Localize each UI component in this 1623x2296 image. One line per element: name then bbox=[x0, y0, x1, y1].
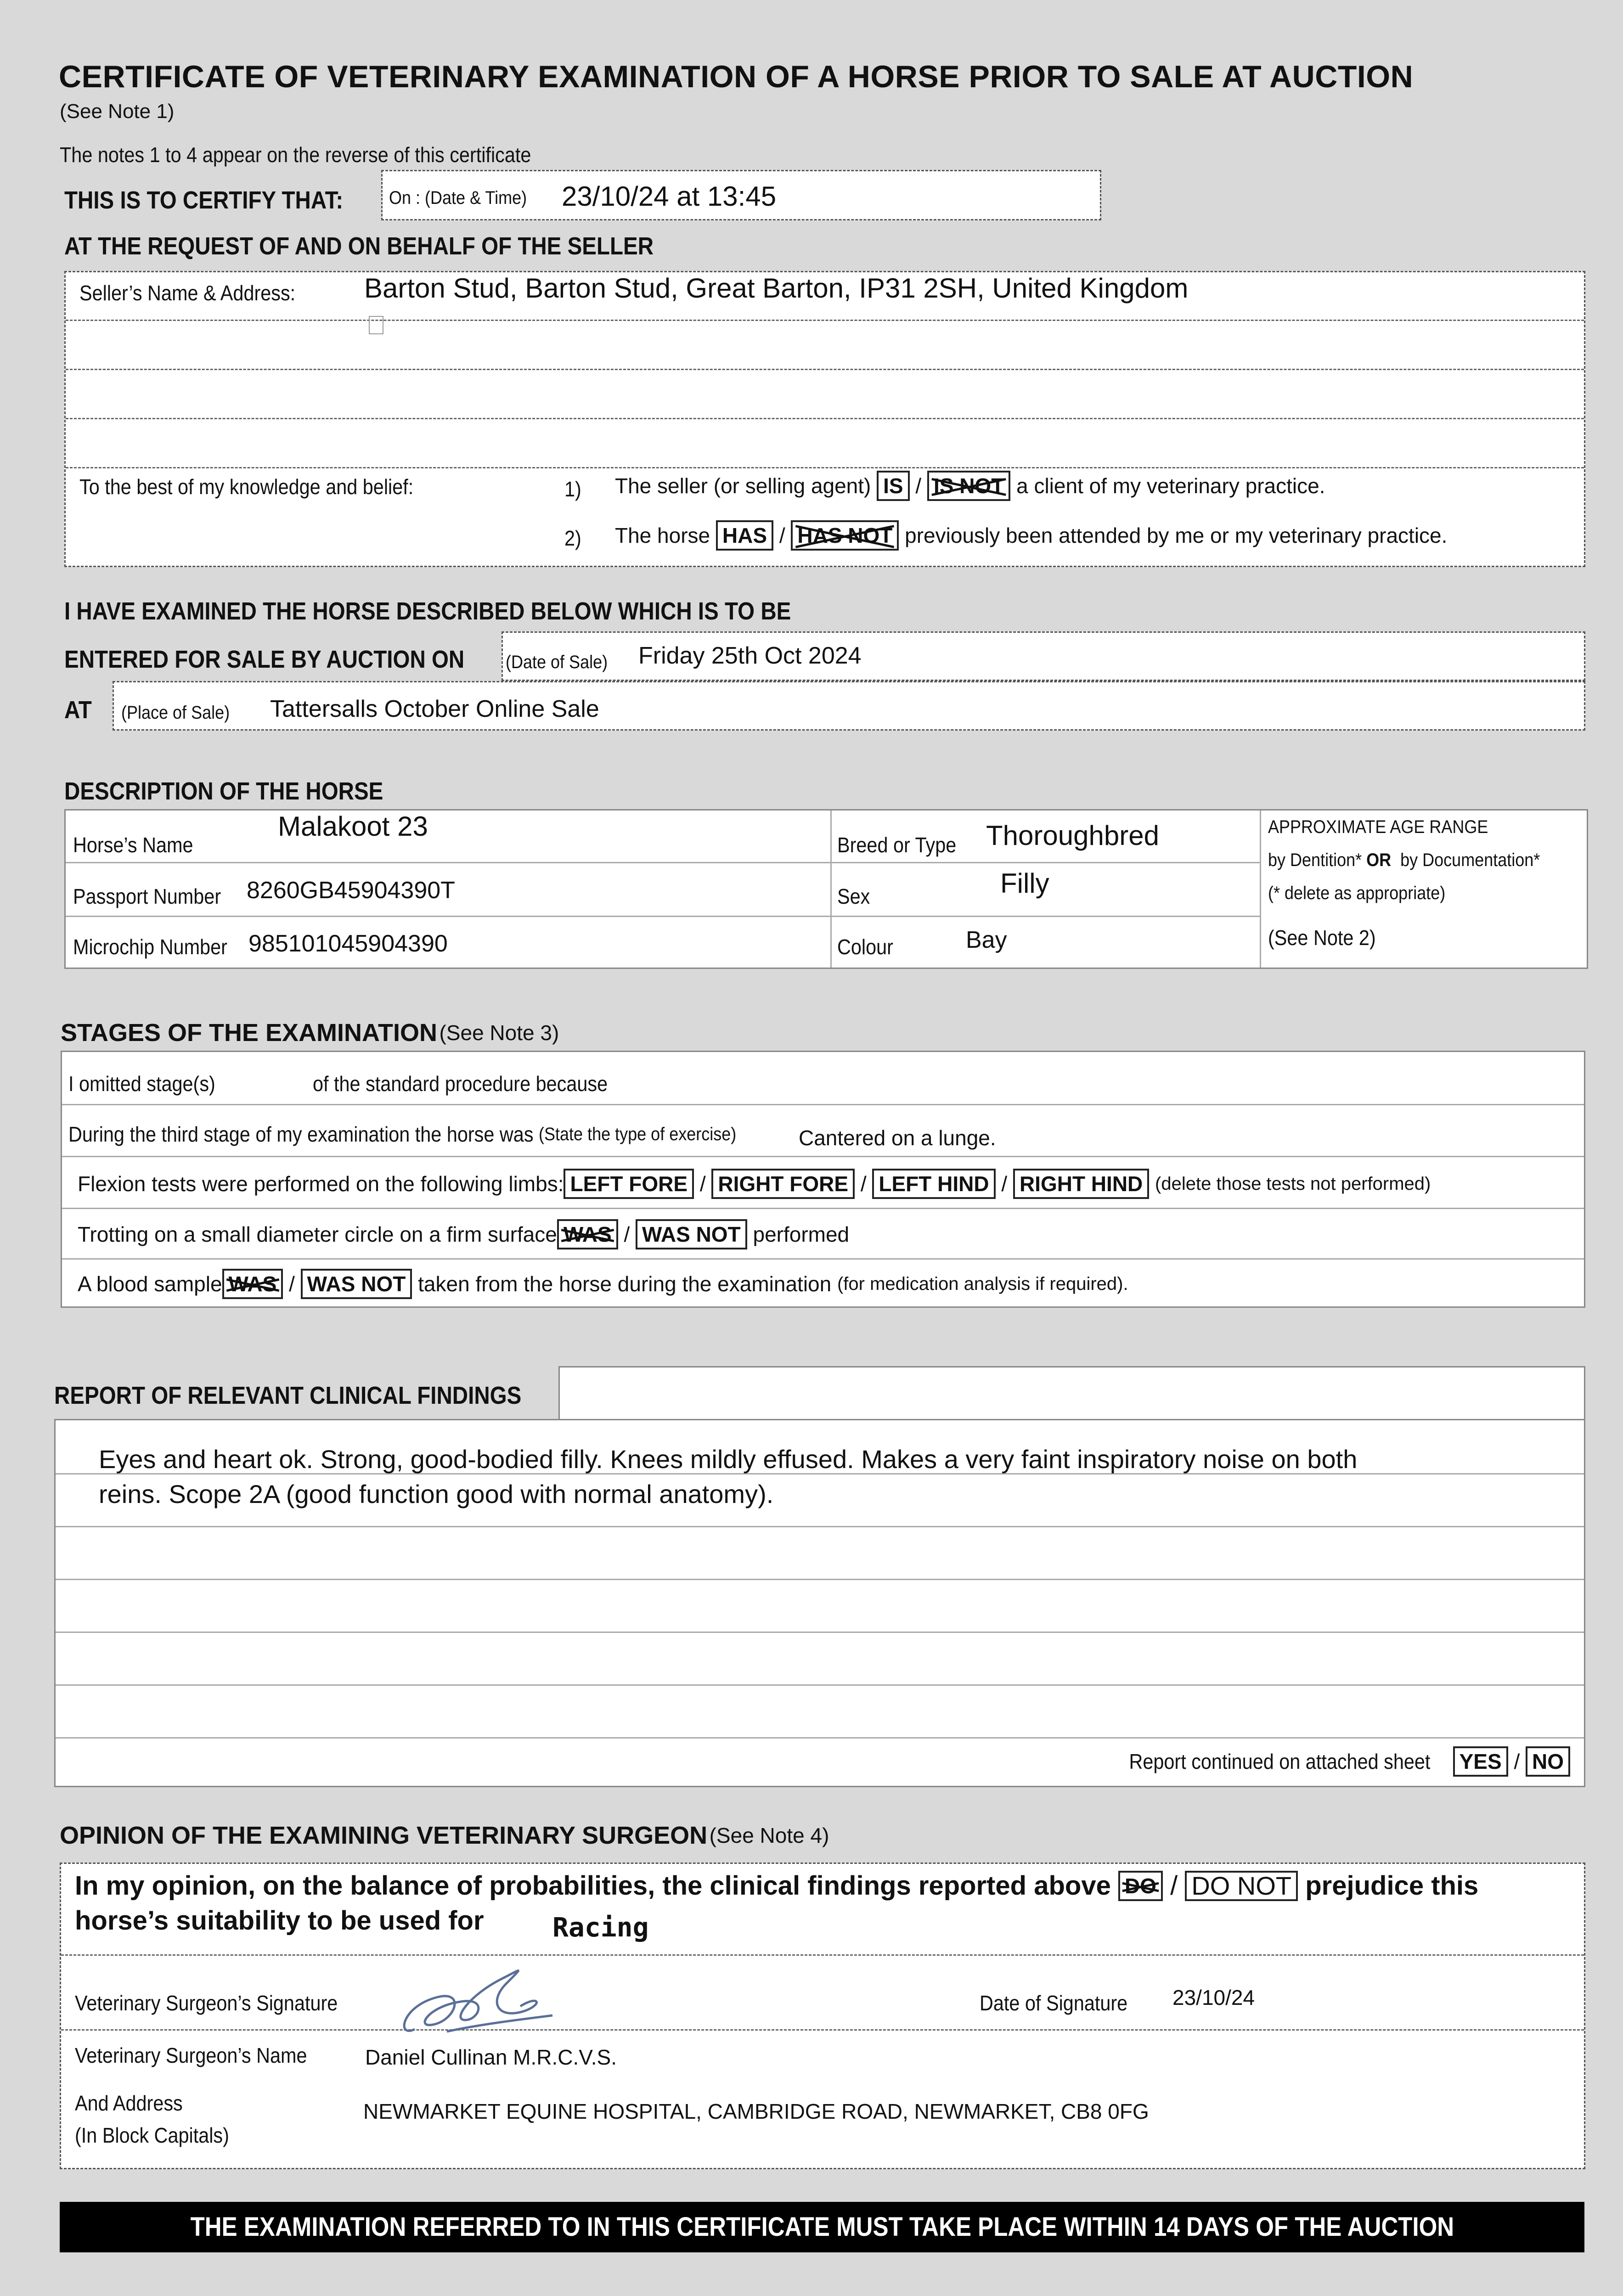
knowledge-label: To the best of my knowledge and belief: bbox=[79, 475, 414, 499]
opinion-heading-row bbox=[60, 1821, 829, 1850]
stages-heading-row bbox=[61, 1019, 559, 1047]
opinion-do-option[interactable]: DO bbox=[1118, 1871, 1163, 1901]
blood-note: (for medication analysis if required). bbox=[837, 1273, 1128, 1294]
third-stage-row bbox=[68, 1122, 736, 1147]
flexion-sep: / bbox=[1001, 1172, 1008, 1196]
opinion-statement-pre: In my opinion, on the balance of probabilities, the clinical findings reported above bbox=[75, 1871, 1111, 1901]
findings-line-2: reins. Scope 2A (good function good with normal anatomy). bbox=[99, 1480, 774, 1508]
item2-row bbox=[615, 520, 1447, 551]
opinion-statement-row bbox=[75, 1870, 1478, 1901]
description-table bbox=[64, 809, 1588, 969]
entered-label: ENTERED FOR SALE BY AUCTION ON bbox=[64, 646, 465, 673]
date-of-sale-field[interactable] bbox=[502, 631, 1585, 681]
flexion-sep: / bbox=[860, 1172, 867, 1196]
continued-label: Report continued on attached sheet bbox=[1129, 1750, 1431, 1773]
age-delete-note: (* delete as appropriate) bbox=[1268, 883, 1446, 903]
blood-was-option[interactable]: WAS bbox=[222, 1269, 283, 1299]
request-heading: AT THE REQUEST OF AND ON BEHALF OF THE SELLER bbox=[64, 232, 654, 260]
sex-label: Sex bbox=[837, 884, 870, 908]
opinion-box bbox=[60, 1863, 1585, 2169]
age-by-documentation[interactable]: by Documentation* bbox=[1400, 850, 1540, 870]
place-of-sale-label: (Place of Sale) bbox=[121, 703, 230, 723]
horse-name-label: Horse’s Name bbox=[73, 833, 193, 857]
address-value[interactable]: NEWMARKET EQUINE HOSPITAL, CAMBRIDGE ROAD, NEWMARKET, CB8 0FG bbox=[363, 2099, 1149, 2123]
trotting-was-not-option[interactable]: WAS NOT bbox=[636, 1219, 747, 1249]
age-or: OR bbox=[1366, 850, 1392, 870]
passport-value[interactable]: 8260GB45904390T bbox=[247, 877, 455, 904]
item1-sep: / bbox=[915, 474, 922, 498]
item1-post: a client of my veterinary practice. bbox=[1016, 474, 1325, 498]
flexion-right-fore[interactable]: RIGHT FORE bbox=[711, 1169, 855, 1199]
age-options bbox=[1268, 850, 1540, 871]
use-value[interactable]: Racing bbox=[552, 1912, 649, 1943]
examined-heading: I HAVE EXAMINED THE HORSE DESCRIBED BELOW WHICH IS TO BE bbox=[64, 597, 791, 625]
place-of-sale-field[interactable] bbox=[113, 681, 1585, 731]
microchip-value[interactable]: 985101045904390 bbox=[248, 930, 448, 957]
passport-label: Passport Number bbox=[73, 884, 221, 908]
sex-value[interactable]: Filly bbox=[1000, 868, 1049, 899]
breed-label: Breed or Type bbox=[837, 833, 957, 857]
trotting-row bbox=[78, 1219, 849, 1249]
third-stage-value[interactable]: Cantered on a lunge. bbox=[799, 1126, 996, 1150]
seller-is-not-option[interactable]: IS NOT bbox=[927, 471, 1010, 501]
microchip-label: Microchip Number bbox=[73, 935, 227, 959]
colour-label: Colour bbox=[837, 935, 893, 959]
opinion-statement-line2: horse’s suitability to be used for bbox=[75, 1906, 484, 1936]
blood-post: taken from the horse during the examination bbox=[418, 1272, 832, 1296]
horse-has-option[interactable]: HAS bbox=[716, 520, 773, 551]
date-time-label: On : (Date & Time) bbox=[389, 188, 527, 208]
flexion-left-hind[interactable]: LEFT HIND bbox=[872, 1169, 995, 1199]
date-of-sale-label: (Date of Sale) bbox=[506, 652, 608, 672]
signature-label: Veterinary Surgeon’s Signature bbox=[75, 1991, 338, 2015]
address-label: And Address bbox=[75, 2091, 183, 2115]
findings-line-1: Eyes and heart ok. Strong, good-bodied filly. Knees mildly effused. Makes a very faint inspiratory noise on both bbox=[99, 1445, 1358, 1474]
description-heading: DESCRIPTION OF THE HORSE bbox=[64, 777, 383, 805]
blood-was-not-option[interactable]: WAS NOT bbox=[301, 1269, 412, 1299]
opinion-heading-note: (See Note 4) bbox=[709, 1823, 829, 1847]
findings-box[interactable] bbox=[54, 1419, 1585, 1787]
findings-heading: REPORT OF RELEVANT CLINICAL FINDINGS bbox=[54, 1382, 522, 1409]
trotting-was-option[interactable]: WAS bbox=[557, 1219, 618, 1249]
colour-value[interactable]: Bay bbox=[966, 927, 1007, 953]
third-stage-note: (State the type of exercise) bbox=[539, 1124, 737, 1144]
item2-sep: / bbox=[779, 523, 785, 547]
checkbox-icon bbox=[369, 316, 383, 334]
flexion-right-hind[interactable]: RIGHT HIND bbox=[1013, 1169, 1149, 1199]
breed-value[interactable]: Thoroughbred bbox=[986, 820, 1159, 851]
continued-yes[interactable]: YES bbox=[1453, 1746, 1508, 1777]
date-of-sale-value: Friday 25th Oct 2024 bbox=[638, 642, 862, 669]
continued-sep: / bbox=[1514, 1750, 1520, 1773]
footer-banner bbox=[60, 2202, 1584, 2252]
continued-row bbox=[1112, 1746, 1570, 1777]
date-of-signature-value[interactable]: 23/10/24 bbox=[1172, 1986, 1255, 2009]
horse-name-value[interactable]: Malakoot 23 bbox=[278, 811, 428, 842]
trotting-post: performed bbox=[753, 1222, 850, 1246]
date-time-field[interactable] bbox=[381, 170, 1101, 220]
flexion-note: (delete those tests not performed) bbox=[1155, 1173, 1431, 1194]
at-label: AT bbox=[64, 696, 92, 724]
age-heading: APPROXIMATE AGE RANGE bbox=[1268, 817, 1488, 837]
notes-line: The notes 1 to 4 appear on the reverse of this certificate bbox=[60, 143, 531, 167]
flexion-pre: Flexion tests were performed on the following limbs: bbox=[78, 1172, 564, 1196]
blood-row bbox=[78, 1269, 1128, 1299]
blood-sep: / bbox=[289, 1272, 295, 1296]
date-time-value: 23/10/24 at 13:45 bbox=[562, 181, 777, 212]
item2-pre: The horse bbox=[615, 523, 710, 547]
certify-label: THIS IS TO CERTIFY THAT: bbox=[64, 186, 344, 214]
flexion-row bbox=[78, 1169, 1431, 1199]
findings-header-field bbox=[558, 1366, 1585, 1420]
flexion-left-fore[interactable]: LEFT FORE bbox=[564, 1169, 694, 1199]
certificate-title: CERTIFICATE OF VETERINARY EXAMINATION OF A HORSE PRIOR TO SALE AT AUCTION bbox=[59, 59, 1414, 94]
stages-heading: STAGES OF THE EXAMINATION bbox=[61, 1019, 438, 1047]
opinion-statement-post: prejudice this bbox=[1305, 1871, 1479, 1901]
continued-no[interactable]: NO bbox=[1526, 1746, 1570, 1777]
omitted-pre: I omitted stage(s) bbox=[68, 1072, 215, 1096]
item2-post: previously been attended by me or my veterinary practice. bbox=[905, 523, 1448, 547]
horse-has-not-option[interactable]: HAS NOT bbox=[791, 520, 899, 551]
flexion-sep: / bbox=[699, 1172, 706, 1196]
stages-table bbox=[61, 1051, 1585, 1308]
opinion-sep: / bbox=[1170, 1871, 1178, 1901]
date-of-signature-label: Date of Signature bbox=[980, 1991, 1128, 2015]
opinion-do-not-option[interactable]: DO NOT bbox=[1185, 1871, 1298, 1901]
surgeon-name-value[interactable]: Daniel Cullinan M.R.C.V.S. bbox=[365, 2045, 617, 2069]
item1-number: 1) bbox=[564, 477, 581, 501]
item1-row bbox=[615, 471, 1325, 501]
omitted-post[interactable]: of the standard procedure because bbox=[313, 1072, 608, 1096]
seller-label: Seller’s Name & Address: bbox=[79, 281, 296, 305]
opinion-heading: OPINION OF THE EXAMINING VETERINARY SURGEON bbox=[60, 1822, 708, 1849]
age-see-note: (See Note 2) bbox=[1268, 926, 1376, 950]
surgeon-name-label: Veterinary Surgeon’s Name bbox=[75, 2043, 307, 2067]
seller-value[interactable]: Barton Stud, Barton Stud, Great Barton, IP31 2SH, United Kingdom bbox=[364, 273, 1189, 304]
signature-image[interactable] bbox=[387, 1951, 562, 2048]
see-note-1: (See Note 1) bbox=[60, 100, 175, 123]
age-by-dentition[interactable]: by Dentition* bbox=[1268, 850, 1362, 870]
blood-pre: A blood sample bbox=[78, 1272, 222, 1296]
place-of-sale-value: Tattersalls October Online Sale bbox=[270, 696, 599, 722]
seller-is-option[interactable]: IS bbox=[877, 471, 909, 501]
stages-heading-note: (See Note 3) bbox=[439, 1021, 559, 1045]
third-stage-pre: During the third stage of my examination the horse was bbox=[68, 1122, 534, 1146]
footer-text: THE EXAMINATION REFERRED TO IN THIS CERTIFICATE MUST TAKE PLACE WITHIN 14 DAYS OF THE AUCTION bbox=[190, 2212, 1454, 2242]
address-sub-label: (In Block Capitals) bbox=[75, 2123, 229, 2147]
item2-number: 2) bbox=[564, 526, 581, 550]
seller-box bbox=[64, 271, 1585, 567]
trotting-sep: / bbox=[624, 1222, 630, 1246]
item1-pre: The seller (or selling agent) bbox=[615, 474, 871, 498]
trotting-pre: Trotting on a small diameter circle on a firm surface bbox=[78, 1222, 557, 1246]
